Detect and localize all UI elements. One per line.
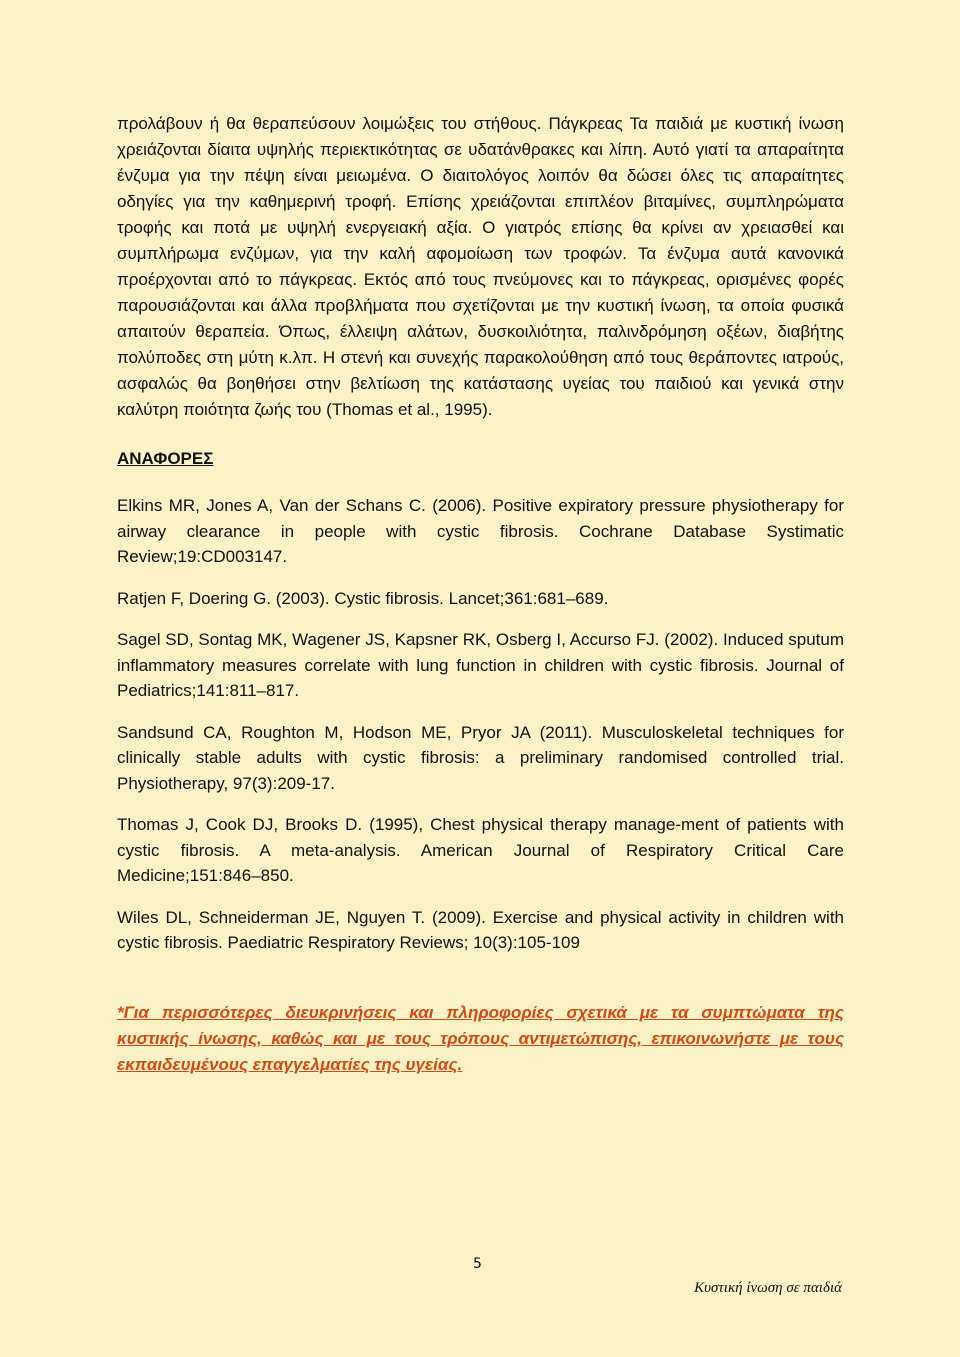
running-title: Κυστική ίνωση σε παιδιά — [694, 1280, 842, 1296]
reference-item: Ratjen F, Doering G. (2003). Cystic fibrosis. Lancet;361:681–689. — [117, 588, 609, 608]
reference-item: Thomas J, Cook DJ, Brooks D. (1995), Chest physical therapy manage-ment of patients with cystic fibrosis. A meta-analysis. American Journal of Respiratory Critical Care Medicine;151:846–850. — [117, 815, 844, 885]
contact-note: *Για περισσότερες διευκρινήσεις και πληροφορίες σχετικά με τα συμπτώματα της κυστικής ίνωσης, καθώς και με τους τρόπους αντιμετώπισης, επικοινωνήστε με τους εκπαιδευμένους επαγγελματίες της υγείας. — [117, 1002, 844, 1074]
reference-item: Sagel SD, Sontag MK, Wagener JS, Kapsner RK, Osberg I, Accurso FJ. (2002). Induced sputum inflammatory measures correlate with lung function in children with cystic fibrosis. Journal of Pediatrics;141:811–817. — [117, 630, 844, 700]
reference-item: Wiles DL, Schneiderman JE, Nguyen T. (2009). Exercise and physical activity in children with cystic fibrosis. Paediatric Respiratory Reviews; 10(3):105-109 — [117, 907, 844, 952]
references-heading: ΑΝΑΦΟΡΕΣ — [117, 449, 214, 468]
body-paragraph: προλάβουν ή θα θεραπεύσουν λοιμώξεις του στήθους. Πάγκρεας Τα παιδιά με κυστική ίνωση χρειάζονται δίαιτα υψηλής περιεκτικότητας σε υδατάνθρακες και λίπη. Αυτό γιατί τα απαραίτητα ένζυμα για την πέψη είναι μειωμένα. Ο διαιτολόγος λοιπόν θα δώσει όλες τις απαραίτητες οδηγίες για την καθημερινή τροφή. Επίσης χρειάζονται επιπλέον βιταμίνες, συμπληρώματα τροφής και ποτά με υψηλή ενεργειακή αξία. Ο γιατρός επίσης θα κρίνει αν χρειασθεί και συμπλήρωμα ενζύμων, για την καλή αφομοίωση των τροφών. Τα ένζυμα αυτά κανονικά προέρχονται από το πάγκρεας. Εκτός από τους πνεύμονες και το πάγκρεας, ορισμένες φορές παρουσιάζονται και άλλα προβλήματα που σχετίζονται με την κυστική ίνωση, τα οποία φυσικά απαιτούν θεραπεία. Όπως, έλλειψη αλάτων, δυσκοιλιότητα, παλινδρόμηση οξέων, διαβήτης πολύποδες στη μύτη κ.λπ. Η στενή και συνεχής παρακολούθηση από τους θεράποντες ιατρούς, ασφαλώς θα βοηθήσει στην βελτίωση της κατάστασης υγείας του παιδιού και γενικά στην καλύτρη ποιότητα ζωής του (Thomas et al., 1995). — [117, 114, 844, 419]
reference-item: Sandsund CA, Roughton M, Hodson ME, Pryor JA (2011). Musculoskeletal techniques for clinically stable adults with cystic fibrosis: a preliminary randomised controlled trial. Physiotherapy, 97(3):209-17. — [117, 722, 844, 793]
page-number: 5 — [473, 1256, 482, 1272]
page-content — [117, 111, 844, 1078]
reference-item: Elkins MR, Jones A, Van der Schans C. (2006). Positive expiratory pressure physiotherapy for airway clearance in people with cystic fibrosis. Cochrane Database Systimatic Review;19:CD003147. — [117, 496, 844, 566]
references-list — [117, 493, 844, 956]
